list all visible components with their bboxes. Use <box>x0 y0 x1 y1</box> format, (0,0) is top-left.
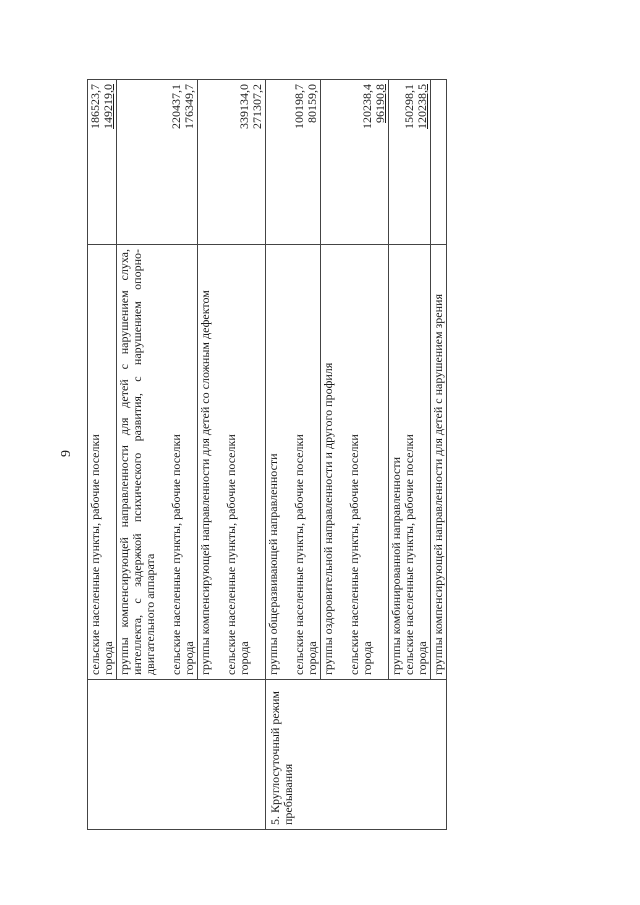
value-rural: 100198,7 <box>292 84 306 129</box>
value-rural: 186523,7 <box>88 84 102 129</box>
document-table <box>87 79 447 830</box>
line-city: города <box>305 641 319 675</box>
group-head: группы компенсирующей направленности для детей со сложным дефектом <box>198 290 212 675</box>
value-rural: 120238,4 <box>360 84 374 129</box>
description-cell <box>321 245 389 680</box>
value-rural: 220437,1 <box>169 84 183 129</box>
line-city: города <box>360 641 374 675</box>
group-head: группы общеразвивающей направленности <box>266 453 280 675</box>
line-city: города <box>415 641 429 675</box>
line-city: города <box>101 641 115 675</box>
line-rural: сельские населенные пункты, рабочие поселки <box>347 434 361 675</box>
line-rural: сельские населенные пункты, рабочие поселки <box>224 434 238 675</box>
description-cell <box>88 245 117 680</box>
value-cell <box>321 80 389 245</box>
group-head: группы компенсирующей направленности для детей с нарушением слуха, интеллекта, с задержкой психического развития, с нарушением опорно-двигательного аппарата <box>117 249 157 675</box>
value-cell <box>198 80 266 245</box>
value-cell <box>117 80 198 245</box>
value-rural: 339134,0 <box>237 84 251 129</box>
value-city: 271307,2 <box>250 84 264 129</box>
value-cell <box>266 80 321 245</box>
description-cell <box>431 245 447 680</box>
description-cell <box>117 245 198 680</box>
value-city: 176349,7 <box>182 84 196 129</box>
value-cell <box>88 80 117 245</box>
table-row <box>266 80 321 830</box>
line-city: города <box>237 641 251 675</box>
line-city: города <box>182 641 196 675</box>
section-title: 5. Круглосуточный режим пребывания <box>266 680 447 830</box>
line-rural: сельские населенные пункты, рабочие поселки <box>88 434 102 675</box>
section-cell <box>88 680 266 830</box>
group-head: группы комбинированной направленности <box>389 456 403 675</box>
value-cell <box>389 80 431 245</box>
value-city: 120238,5 <box>415 84 429 129</box>
value-cell <box>431 80 447 245</box>
value-rural: 150298,1 <box>402 84 416 129</box>
description-cell <box>266 245 321 680</box>
description-cell <box>389 245 431 680</box>
line-rural: сельские населенные пункты, рабочие поселки <box>292 434 306 675</box>
line-rural: сельские населенные пункты, рабочие поселки <box>169 434 183 675</box>
page-number: 9 <box>59 450 74 457</box>
value-city: 96190,8 <box>373 84 387 123</box>
line-rural: сельские населенные пункты, рабочие поселки <box>402 434 416 675</box>
group-head: группы оздоровительной направленности и другого профиля <box>321 362 335 675</box>
value-city: 80159,0 <box>305 84 319 123</box>
table-row <box>88 80 117 830</box>
value-city: 149219,0 <box>101 84 115 129</box>
group-head: группы компенсирующей направленности для детей с нарушением зрения <box>431 294 445 675</box>
description-cell <box>198 245 266 680</box>
